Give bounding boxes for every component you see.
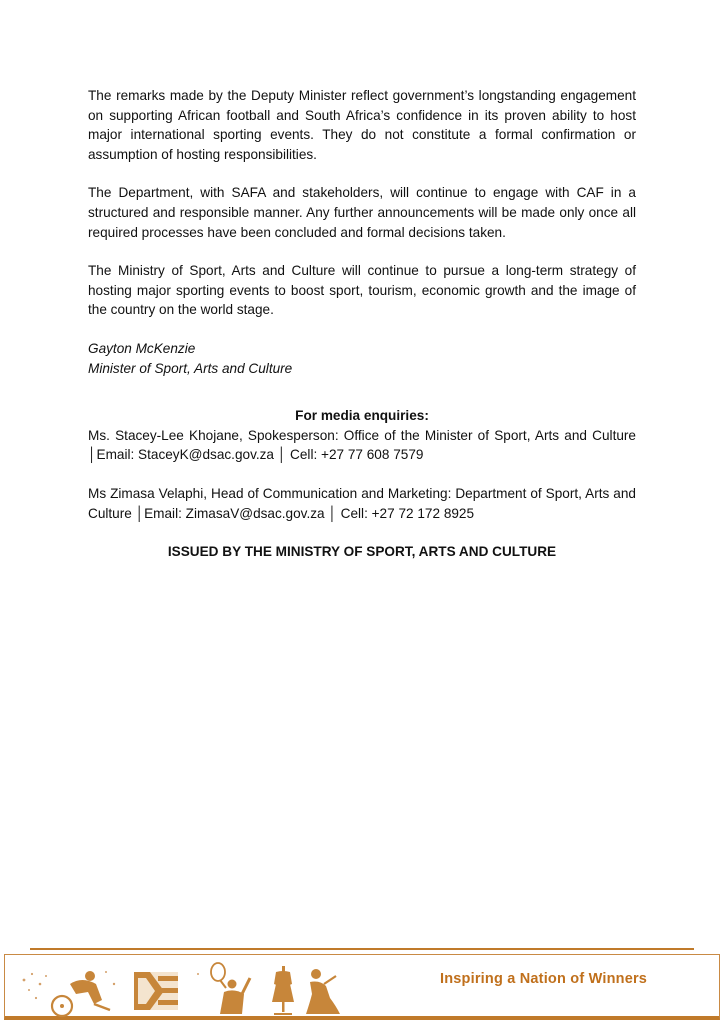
wheelchair-athlete-icon — [52, 971, 110, 1016]
paragraph-long-term-strategy: The Ministry of Sport, Arts and Culture will continue to pursue a long-term strategy of hosting major sporting events to boost sport, tourism, economic growth and the image of the country on the world stage. — [88, 263, 636, 318]
issued-by-statement: ISSUED BY THE MINISTRY OF SPORT, ARTS AND CULTURE — [167, 544, 557, 560]
contact-spokesperson: Ms. Stacey-Lee Khojane, Spokesperson: Office of the Minister of Sport, Arts and Culture │Email: StaceyK@dsac.gov.za │ Cell: +27 77 608 7579 — [88, 427, 636, 463]
signatory-title: Minister of Sport, Arts and Culture — [88, 360, 293, 376]
tennis-player-icon — [211, 963, 250, 1014]
document-body — [88, 86, 636, 562]
paragraph-deputy-minister-remarks: The remarks made by the Deputy Minister reflect government’s longstanding engagement on supporting African football and South Africa’s confidence in its proven ability to host major international sporting events. They do not constitute a formal confirmation or assumption of hosting responsibilities. — [88, 88, 636, 162]
media-enquiries-heading: For media enquiries: — [295, 408, 429, 424]
flag-emblem-icon — [134, 972, 178, 1010]
dancer-icon — [306, 969, 340, 1014]
signature-block — [88, 339, 636, 378]
signatory-name: Gayton McKenzie — [88, 340, 196, 356]
footer-illustrations — [10, 954, 350, 1018]
paragraph-caf-engagement: The Department, with SAFA and stakeholders, will continue to engage with CAF in a structured and responsible manner. Any further announcements will be made only once all required processes have been concluded and formal decisions taken. — [88, 185, 636, 240]
footer-divider — [30, 948, 694, 950]
footer-slogan: Inspiring a Nation of Winners — [440, 971, 648, 987]
mannequin-icon — [272, 966, 294, 1014]
page-footer — [0, 940, 724, 1024]
contact-head-of-communication: Ms Zimasa Velaphi, Head of Communication and Marketing: Department of Sport, Arts and Culture │Email: ZimasaV@dsac.gov.za │ Cell: +27 72 172 8925 — [88, 485, 636, 521]
